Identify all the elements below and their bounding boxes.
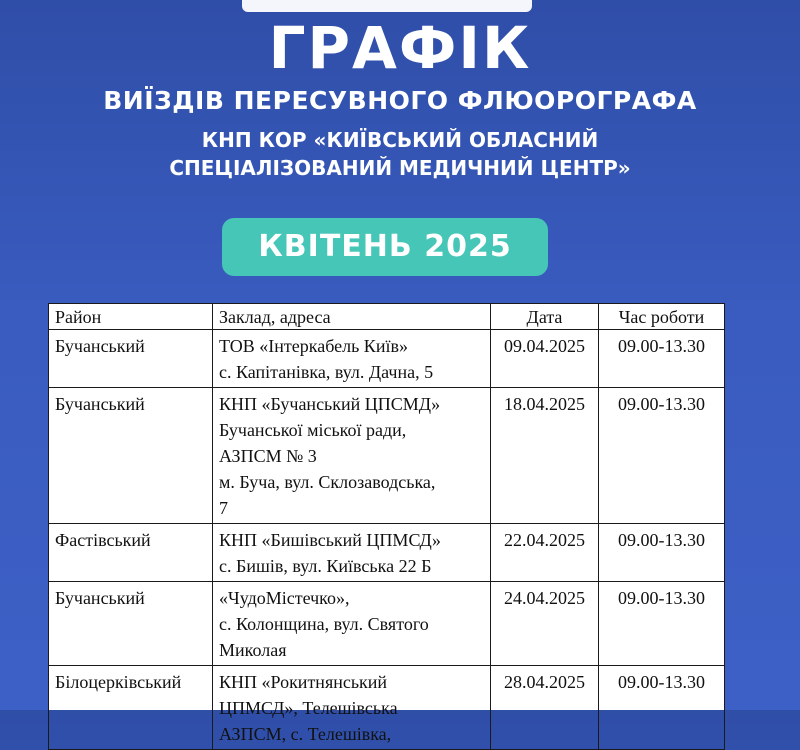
header-date: Дата	[491, 304, 599, 330]
facility-address-line: КНП «Рокитнянський	[219, 672, 388, 692]
cell-facility	[213, 330, 491, 388]
header-facility: Заклад, адреса	[213, 304, 491, 330]
cell-hours: 09.00-13.30	[599, 666, 725, 750]
poster-title: ГРАФІК	[268, 14, 532, 82]
table-body	[49, 330, 725, 750]
cell-district: Бучанський	[49, 388, 213, 524]
organization-line-1: КНП КОР «КИЇВСЬКИЙ ОБЛАСНИЙ	[201, 128, 599, 152]
facility-address-line: КНП «Бучанський ЦПСМД»	[219, 394, 441, 414]
cell-hours: 09.00-13.30	[599, 582, 725, 666]
facility-address-line: ТОВ «Інтеркабель Київ»	[219, 336, 408, 356]
facility-address-line: ЦПМСД», Телешівська	[219, 698, 398, 718]
facility-address-line: «ЧудоМістечко»,	[219, 588, 350, 608]
facility-address-line: АЗПСМ, с. Телешівка,	[219, 724, 392, 744]
cell-date: 22.04.2025	[491, 524, 599, 582]
cell-district: Фастівський	[49, 524, 213, 582]
facility-address-line: с. Капітанівка, вул. Дачна, 5	[219, 362, 434, 382]
table-header-row	[49, 304, 725, 330]
cell-hours: 09.00-13.30	[599, 388, 725, 524]
cell-facility	[213, 666, 491, 750]
facility-address-line: Бучанської міської ради,	[219, 420, 407, 440]
facility-address-line: м. Буча, вул. Склозаводська,	[219, 472, 436, 492]
cell-district: Бучанський	[49, 582, 213, 666]
table-row	[49, 524, 725, 582]
facility-address-line: с. Колонщина, вул. Святого	[219, 614, 429, 634]
cell-district: Бучанський	[49, 330, 213, 388]
cell-hours: 09.00-13.30	[599, 330, 725, 388]
schedule-table-container	[48, 303, 724, 744]
cell-date: 18.04.2025	[491, 388, 599, 524]
table-row	[49, 388, 725, 524]
cell-facility	[213, 388, 491, 524]
cell-date: 28.04.2025	[491, 666, 599, 750]
cell-facility	[213, 582, 491, 666]
cell-date: 09.04.2025	[491, 330, 599, 388]
table-row	[49, 582, 725, 666]
facility-address-line: Миколая	[219, 640, 287, 660]
header-hours: Час роботи	[599, 304, 725, 330]
cell-facility	[213, 524, 491, 582]
facility-address-line: с. Бишів, вул. Київська 22 Б	[219, 556, 432, 576]
facility-address-line: КНП «Бишівський ЦПМСД»	[219, 530, 441, 550]
table-row	[49, 666, 725, 750]
table-row	[49, 330, 725, 388]
month-badge: КВІТЕНЬ 2025	[222, 218, 548, 276]
cell-date: 24.04.2025	[491, 582, 599, 666]
header-district: Район	[49, 304, 213, 330]
schedule-table	[48, 303, 725, 750]
organization-name	[0, 126, 800, 182]
facility-address-line: АЗПСМ № 3	[219, 446, 317, 466]
cell-district: Білоцерківський	[49, 666, 213, 750]
poster-subtitle: ВИЇЗДІВ ПЕРЕСУВНОГО ФЛЮОРОГРАФА	[103, 86, 697, 115]
organization-line-2: СПЕЦІАЛІЗОВАНИЙ МЕДИЧНИЙ ЦЕНТР»	[169, 156, 631, 180]
facility-address-line: 7	[219, 498, 228, 518]
cell-hours: 09.00-13.30	[599, 524, 725, 582]
top-decorative-strip	[242, 0, 532, 12]
